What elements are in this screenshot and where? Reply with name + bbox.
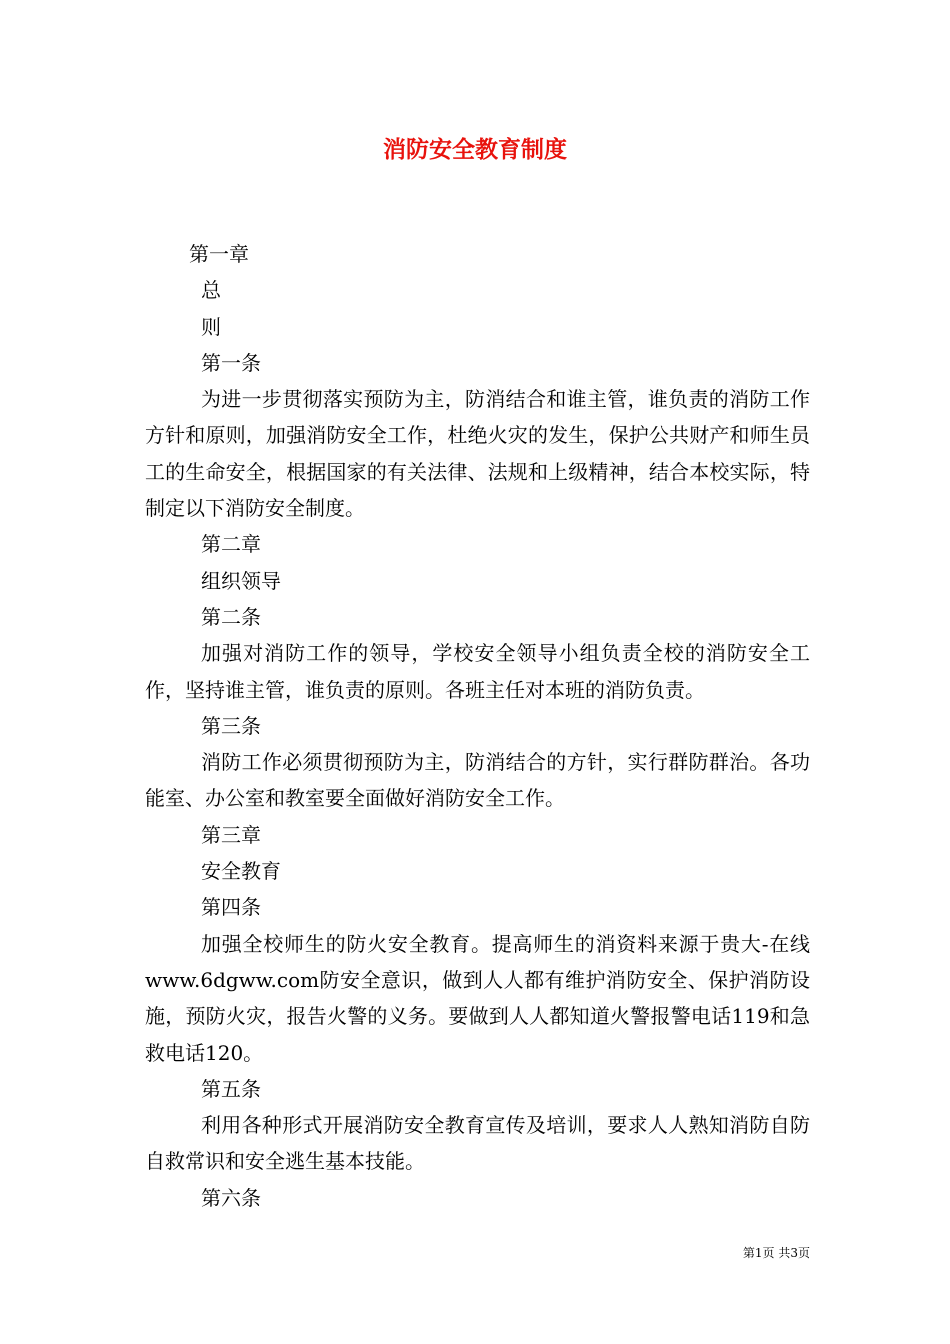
chapter-1-label: 第一章	[189, 242, 249, 266]
article-3-label: 第三条	[201, 713, 261, 738]
chapter-2-label: 第二章	[201, 532, 261, 557]
page-footer: 第1页 共3页	[742, 1246, 810, 1260]
chapter-1-title-part1: 总	[201, 278, 221, 303]
chapter-3-title: 安全教育	[201, 859, 281, 884]
article-5-text: 利用各种形式开展消防安全教育宣传及培训，要求人人熟知消防自防自救常识和安全逃生基本技能。	[145, 1113, 810, 1174]
article-6-label: 第六条	[201, 1185, 261, 1210]
article-3-text: 消防工作必须贯彻预防为主，防消结合的方针，实行群防群治。各功能室、办公室和教室要全面做好消防安全工作。	[145, 750, 810, 811]
chapter-3-label: 第三章	[201, 822, 261, 847]
chapter-1-title-part2: 则	[201, 314, 221, 339]
article-2-text: 加强对消防工作的领导，学校安全领导小组负责全校的消防安全工作，坚持谁主管，谁负责的原则。各班主任对本班的消防负责。	[145, 641, 810, 702]
page-title: 消防安全教育制度	[383, 136, 567, 163]
article-5-label: 第五条	[201, 1076, 261, 1101]
article-4-label: 第四条	[201, 895, 261, 920]
article-2-label: 第二条	[201, 604, 261, 629]
article-4-text: 加强全校师生的防火安全教育。提高师生的消资料来源于贵大-在线www.6dgww.com防安全意识，做到人人都有维护消防安全、保护消防设施，预防火灾，报告火警的义务。要做到人人都知道火警报警电话119和急救电话120。	[145, 931, 810, 1065]
document-body	[145, 236, 810, 1216]
article-1-label: 第一条	[201, 350, 261, 375]
chapter-2-title: 组织领导	[201, 568, 281, 593]
article-1-text: 为进一步贯彻落实预防为主，防消结合和谁主管，谁负责的消防工作方针和原则，加强消防安全工作，杜绝火灾的发生，保护公共财产和师生员工的生命安全，根据国家的有关法律、法规和上级精神，结合本校实际，特制定以下消防安全制度。	[145, 387, 810, 521]
